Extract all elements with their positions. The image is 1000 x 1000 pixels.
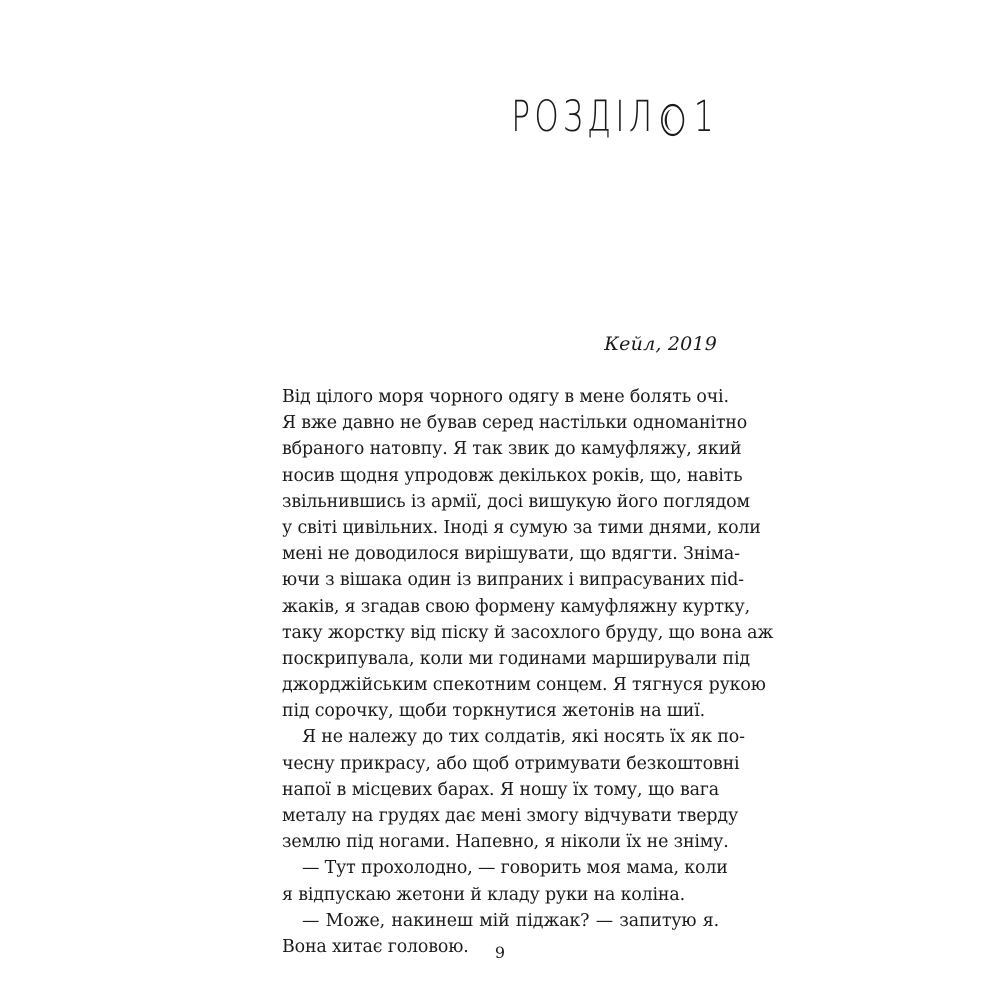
text-line: Я не належу до тих солдатів, які носять їх як по-	[302, 727, 745, 748]
text-line: Я вже давно не бував серед настільки одноманітно	[282, 413, 748, 434]
text-line: чесну прикрасу, або щоб отримувати безкоштовні	[282, 753, 740, 774]
text-line: звільнившись із армії, досі вишукую його поглядом	[282, 491, 750, 512]
text-line: мені не доводилося вирішувати, що вдягти. Зніма-	[282, 544, 740, 565]
text-line: жаків, я згадав свою формену камуфляжну куртку,	[282, 596, 750, 617]
body-text	[282, 384, 774, 960]
chapter-number: 1	[693, 92, 718, 142]
page-number: 9	[494, 943, 506, 962]
chapter-heading	[511, 92, 718, 142]
text-line: металу на грудях дає мені змогу відчувати тверду	[282, 806, 739, 826]
epigraph: Кейл, 2019	[604, 333, 717, 355]
text-line: джорджійським спекотним сонцем. Я тягнуся рукою	[282, 675, 766, 696]
text-line: Від цілого моря чорного одягу в мене болять очі.	[282, 387, 729, 407]
text-line: я відпускаю жетони й кладу руки на коліна.	[282, 884, 685, 905]
chapter-word: РОЗДІЛ	[511, 92, 657, 142]
text-line: Вона хитає головою.	[282, 936, 469, 957]
text-line: напої в місцевих барах. Я ношу їх тому, що вага	[282, 779, 719, 800]
text-line: вбраного натовпу. Я так звик до камуфляжу, який	[282, 439, 742, 460]
crescent-moon-icon	[659, 99, 685, 135]
text-line: носив щодня упродовж декількох років, що, навіть	[282, 465, 743, 486]
text-line: ючи з вішака один із випраних і випрасуваних пid-	[282, 570, 744, 591]
text-line: — Тут прохолодно, — говорить моя мама, коли	[302, 858, 728, 879]
text-line: поскрипувала, коли ми годинами марширували під	[282, 648, 750, 669]
text-line: у світі цивільних. Іноді я сумую за тими днями, коли	[282, 517, 761, 538]
text-line: — Може, накинеш мій піджак? — запитую я.	[302, 910, 719, 931]
text-line: землю під ногами. Напевно, я ніколи їх не зніму.	[282, 832, 729, 853]
text-line: під сорочку, щоби торкнутися жетонів на шиї.	[282, 701, 706, 722]
text-line: таку жорстку від піску й засохлого бруду, що вона аж	[282, 622, 774, 643]
